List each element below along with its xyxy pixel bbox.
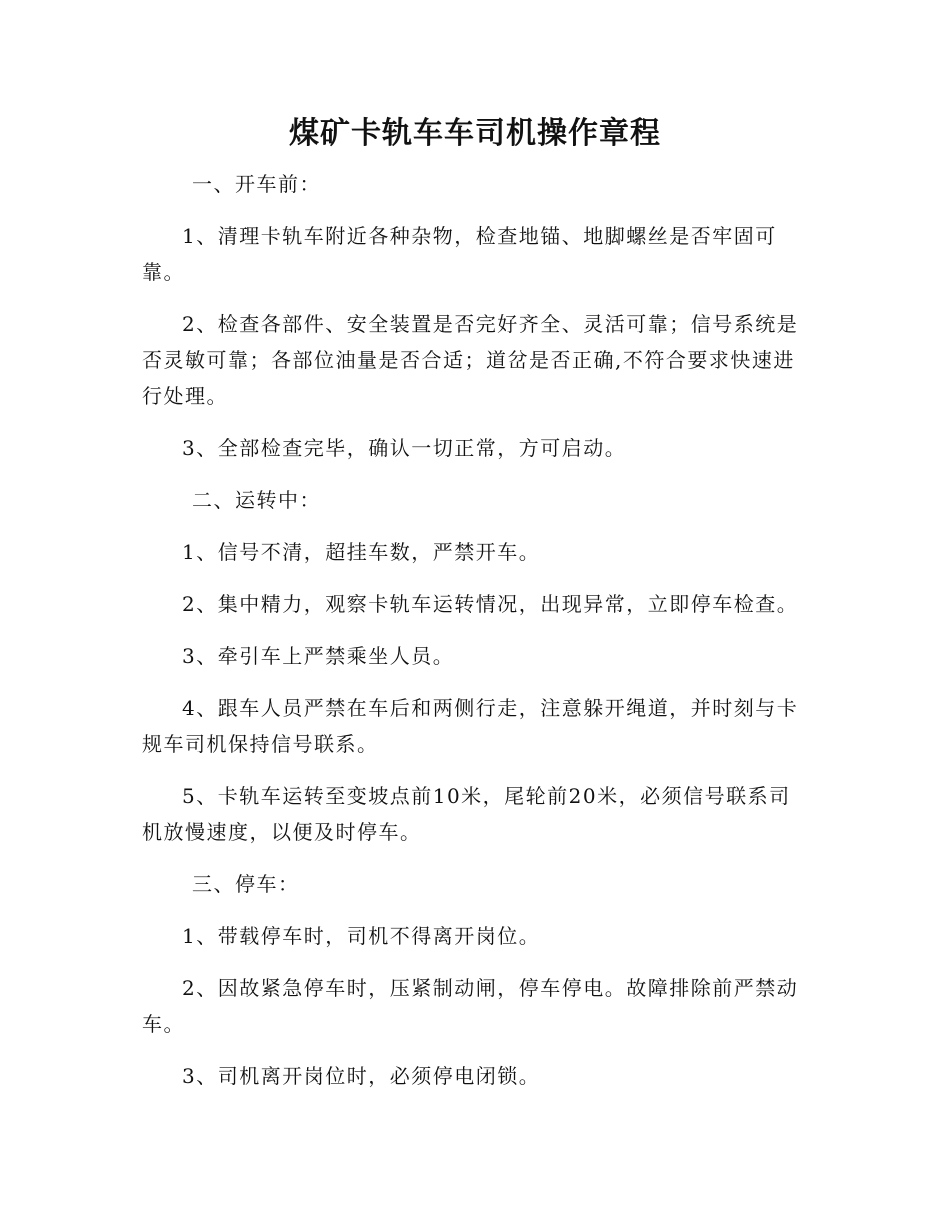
paragraph-item: 2、检查各部件、安全装置是否完好齐全、灵活可靠；信号系统是否灵敏可靠；各部位油量是否合适；道岔是否正确,不符合要求快速进行处理。 bbox=[142, 312, 799, 408]
document-body bbox=[142, 166, 807, 1110]
paragraph-item: 2、集中精力，观察卡轨车运转情况，出现异常，立即停车检查。 bbox=[182, 592, 799, 616]
section-heading-2: 二、运转中： bbox=[192, 488, 321, 512]
paragraph-item: 1、带载停车时，司机不得离开岗位。 bbox=[182, 924, 541, 948]
paragraph-item: 1、清理卡轨车附近各种杂物，检查地锚、地脚螺丝是否牢固可靠。 bbox=[142, 224, 777, 284]
paragraph-item: 3、司机离开岗位时，必须停电闭锁。 bbox=[182, 1064, 541, 1088]
section-heading-1: 一、开车前： bbox=[192, 172, 321, 196]
paragraph-item: 3、牵引车上严禁乘坐人员。 bbox=[182, 644, 455, 668]
paragraph-item: 5、卡轨车运转至变坡点前10米，尾轮前20米，必须信号联系司机放慢速度，以便及时停车。 bbox=[142, 784, 791, 844]
section-heading-3: 三、停车： bbox=[192, 872, 300, 896]
paragraph-item: 3、全部检查完毕，确认一切正常，方可启动。 bbox=[182, 436, 627, 460]
paragraph-item: 2、因故紧急停车时，压紧制动闸，停车停电。故障排除前严禁动车。 bbox=[142, 976, 799, 1036]
paragraph-item: 1、信号不清，超挂车数，严禁开车。 bbox=[182, 540, 541, 564]
paragraph-item: 4、跟车人员严禁在车后和两侧行走，注意躲开绳道，并时刻与卡规车司机保持信号联系。 bbox=[142, 696, 799, 756]
document-title: 煤矿卡轨车车司机操作章程 bbox=[289, 116, 661, 151]
